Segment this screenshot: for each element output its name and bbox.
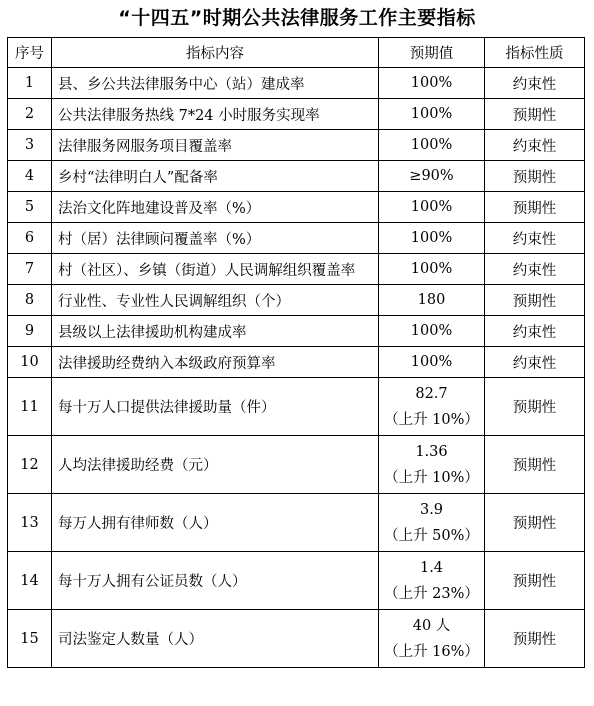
table-row bbox=[8, 316, 585, 347]
expected-value-main: 3.9 bbox=[419, 501, 444, 518]
expected-value bbox=[379, 223, 485, 254]
indicator-name: 公共法律服务热线 7*24 小时服务实现率 bbox=[52, 99, 379, 130]
row-number: 5 bbox=[8, 192, 52, 223]
indicator-type: 预期性 bbox=[485, 161, 585, 192]
row-number: 12 bbox=[8, 436, 52, 494]
expected-value bbox=[379, 494, 485, 552]
expected-value-main: 100% bbox=[410, 137, 453, 153]
expected-value-main: 1.4 bbox=[419, 559, 444, 576]
indicator-type: 预期性 bbox=[485, 494, 585, 552]
row-number: 13 bbox=[8, 494, 52, 552]
expected-value bbox=[379, 254, 485, 285]
indicator-name: 乡村“法律明白人”配备率 bbox=[52, 161, 379, 192]
row-number: 8 bbox=[8, 285, 52, 316]
expected-value bbox=[379, 285, 485, 316]
indicator-type: 预期性 bbox=[485, 610, 585, 668]
table-row bbox=[8, 285, 585, 316]
expected-value bbox=[379, 99, 485, 130]
expected-value bbox=[379, 436, 485, 494]
indicator-type: 预期性 bbox=[485, 436, 585, 494]
row-number: 4 bbox=[8, 161, 52, 192]
indicator-type: 约束性 bbox=[485, 130, 585, 161]
indicator-type: 预期性 bbox=[485, 192, 585, 223]
indicator-name: 村（社区）、乡镇（街道）人民调解组织覆盖率 bbox=[52, 254, 379, 285]
indicator-type: 约束性 bbox=[485, 347, 585, 378]
indicators-table bbox=[7, 37, 585, 668]
indicator-name: 每十万人拥有公证员数（人） bbox=[52, 552, 379, 610]
indicator-type: 预期性 bbox=[485, 99, 585, 130]
indicator-type: 约束性 bbox=[485, 223, 585, 254]
expected-value-main: 100% bbox=[410, 261, 453, 277]
indicator-name: 法治文化阵地建设普及率（%） bbox=[52, 192, 379, 223]
expected-value-growth: （上升 10%） bbox=[384, 411, 479, 428]
indicator-type: 约束性 bbox=[485, 68, 585, 99]
indicator-name: 每万人拥有律师数（人） bbox=[52, 494, 379, 552]
table-title: “十四五”时期公共法律服务工作主要指标 bbox=[118, 7, 476, 29]
expected-value-growth: （上升 50%） bbox=[384, 527, 479, 544]
indicator-name: 法律援助经费纳入本级政府预算率 bbox=[52, 347, 379, 378]
indicator-type: 预期性 bbox=[485, 378, 585, 436]
row-number: 3 bbox=[8, 130, 52, 161]
expected-value bbox=[379, 347, 485, 378]
expected-value-growth: （上升 16%） bbox=[384, 643, 479, 660]
indicator-name: 人均法律援助经费（元） bbox=[52, 436, 379, 494]
indicator-name: 每十万人口提供法律援助量（件） bbox=[52, 378, 379, 436]
table-body bbox=[8, 68, 585, 668]
indicator-name: 司法鉴定人数量（人） bbox=[52, 610, 379, 668]
header-indicator: 指标内容 bbox=[52, 38, 379, 68]
expected-value bbox=[379, 68, 485, 99]
table-row bbox=[8, 161, 585, 192]
indicator-name: 村（居）法律顾问覆盖率（%） bbox=[52, 223, 379, 254]
expected-value-main: 100% bbox=[410, 75, 453, 91]
row-number: 10 bbox=[8, 347, 52, 378]
table-row bbox=[8, 436, 585, 494]
expected-value bbox=[379, 130, 485, 161]
table-row bbox=[8, 68, 585, 99]
header-indicator-type: 指标性质 bbox=[485, 38, 585, 68]
table-row bbox=[8, 130, 585, 161]
indicator-name: 法律服务网服务项目覆盖率 bbox=[52, 130, 379, 161]
row-number: 1 bbox=[8, 68, 52, 99]
row-number: 15 bbox=[8, 610, 52, 668]
expected-value bbox=[379, 610, 485, 668]
expected-value-main: 40 人 bbox=[412, 617, 451, 634]
table-row bbox=[8, 99, 585, 130]
expected-value-growth: （上升 10%） bbox=[384, 469, 479, 486]
row-number: 11 bbox=[8, 378, 52, 436]
indicator-type: 预期性 bbox=[485, 552, 585, 610]
expected-value-main: 100% bbox=[410, 323, 453, 339]
expected-value-main: 82.7 bbox=[415, 385, 448, 402]
table-row bbox=[8, 552, 585, 610]
row-number: 6 bbox=[8, 223, 52, 254]
expected-value bbox=[379, 378, 485, 436]
header-row bbox=[8, 38, 585, 68]
expected-value bbox=[379, 316, 485, 347]
indicator-name: 县、乡公共法律服务中心（站）建成率 bbox=[52, 68, 379, 99]
expected-value-main: 1.36 bbox=[415, 443, 448, 460]
expected-value-main: 100% bbox=[410, 106, 453, 122]
header-no: 序号 bbox=[8, 38, 52, 68]
header-expected-value: 预期值 bbox=[379, 38, 485, 68]
row-number: 2 bbox=[8, 99, 52, 130]
indicator-type: 约束性 bbox=[485, 254, 585, 285]
table-row bbox=[8, 254, 585, 285]
table-row bbox=[8, 223, 585, 254]
table-row bbox=[8, 192, 585, 223]
table-row bbox=[8, 347, 585, 378]
expected-value-main: ≥90% bbox=[409, 168, 454, 184]
expected-value-main: 100% bbox=[410, 199, 453, 215]
expected-value-growth: （上升 23%） bbox=[384, 585, 479, 602]
row-number: 7 bbox=[8, 254, 52, 285]
expected-value-main: 180 bbox=[417, 292, 446, 308]
expected-value bbox=[379, 192, 485, 223]
row-number: 14 bbox=[8, 552, 52, 610]
indicator-type: 约束性 bbox=[485, 316, 585, 347]
table-row bbox=[8, 494, 585, 552]
expected-value-main: 100% bbox=[410, 230, 453, 246]
expected-value bbox=[379, 552, 485, 610]
expected-value bbox=[379, 161, 485, 192]
indicator-name: 县级以上法律援助机构建成率 bbox=[52, 316, 379, 347]
row-number: 9 bbox=[8, 316, 52, 347]
expected-value-main: 100% bbox=[410, 354, 453, 370]
indicator-type: 预期性 bbox=[485, 285, 585, 316]
indicator-name: 行业性、专业性人民调解组织（个） bbox=[52, 285, 379, 316]
table-row bbox=[8, 378, 585, 436]
table-row bbox=[8, 610, 585, 668]
